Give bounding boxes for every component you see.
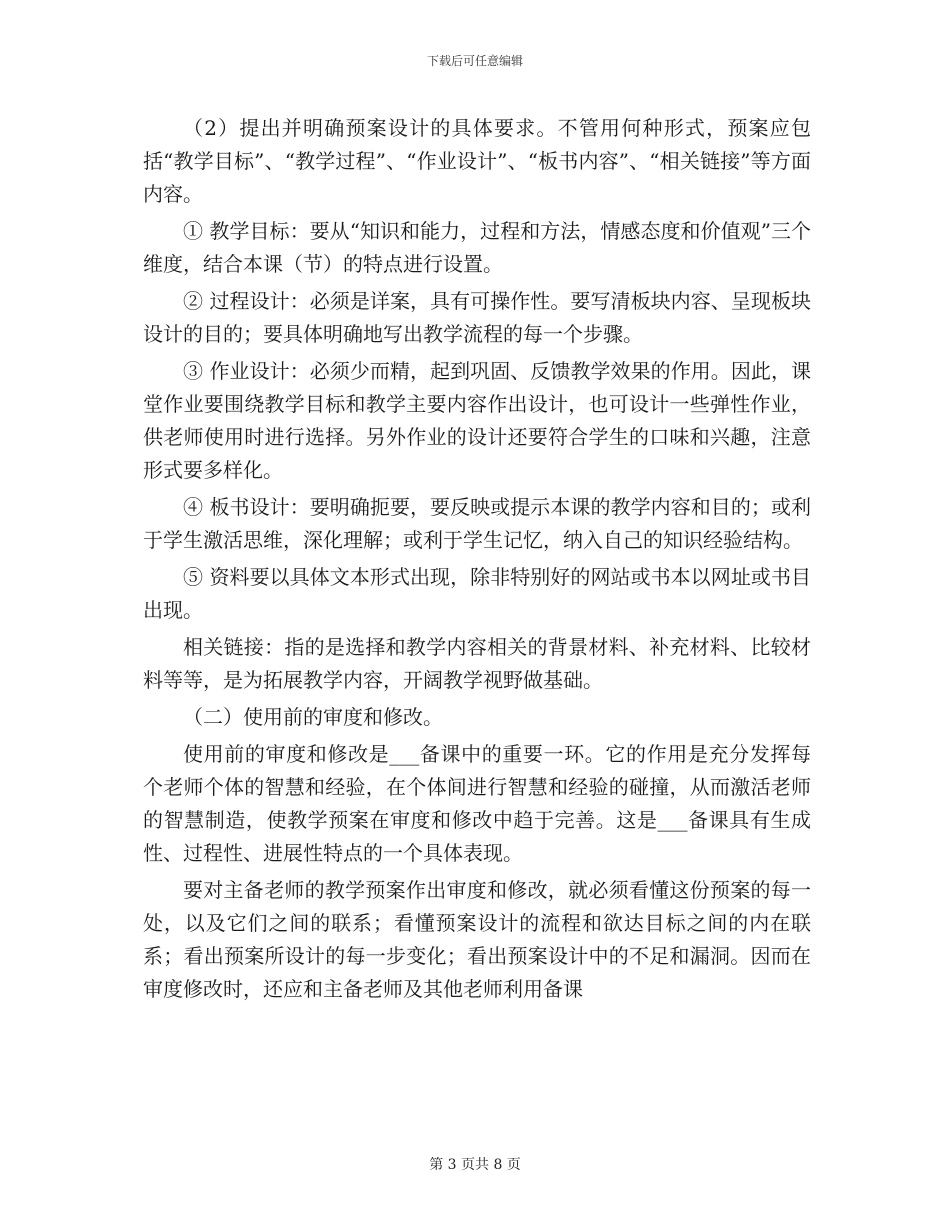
paragraph-review-purpose: 使用前的审度和修改是___备课中的重要一环。它的作用是充分发挥每个老师个体的智慧和经验，在个体间进行智慧和经验的碰撞，从而激活老师的智慧制造，使教学预案在审度和修改中趋于完善。这是___备课具有生成性、过程性、进展性特点的一个具体表现。 [143, 742, 811, 865]
section-heading-review: （二）使用前的审度和修改。 [183, 705, 443, 729]
paragraph-requirements: （2）提出并明确预案设计的具体要求。不管用何种形式，预案应包括“教学目标”、“教学过程”、“作业设计”、“板书内容”、“相关链接”等方面内容。 [143, 116, 811, 206]
paragraph-homework-design: ③ 作业设计：必须少而精，起到巩固、反馈教学效果的作用。因此，课堂作业要围绕教学目标和教学主要内容作出设计，也可设计一些弹性作业，供老师使用时进行选择。另外作业的设计还要符合学生的口味和兴趣，注意形式要多样化。 [143, 359, 811, 482]
paragraph-review-method: 要对主备老师的教学预案作出审度和修改，就必须看懂这份预案的每一处，以及它们之间的联系；看懂预案设计的流程和欲达目标之间的内在联系；看出预案所设计的每一步变化；看出预案设计中的不足和漏洞。因而在审度修改时，还应和主备老师及其他老师利用备课 [143, 878, 811, 1001]
paragraph-teaching-goals: ① 教学目标：要从“知识和能力，过程和方法，情感态度和价值观”三个维度，结合本课（节）的特点进行设置。 [143, 219, 811, 276]
paragraph-related-links: 相关链接：指的是选择和教学内容相关的背景材料、补充材料、比较材料等等，是为拓展教学内容，开阔教学视野做基础。 [143, 635, 811, 692]
document-body [143, 112, 811, 1010]
paragraph-blackboard-design: ④ 板书设计：要明确扼要，要反映或提示本课的教学内容和目的；或利于学生激活思维，深化理解；或利于学生记忆，纳入自己的知识经验结构。 [143, 495, 811, 552]
page-footer: 第 3 页共 8 页 [429, 1157, 521, 1173]
page-header: 下载后可任意编辑 [426, 54, 523, 68]
paragraph-materials: ⑤ 资料要以具体文本形式出现，除非特别好的网站或书本以网址或书目出现。 [143, 565, 811, 622]
paragraph-process-design: ② 过程设计：必须是详案，具有可操作性。要写清板块内容、呈现板块设计的目的；要具体明确地写出教学流程的每一个步骤。 [143, 289, 811, 346]
